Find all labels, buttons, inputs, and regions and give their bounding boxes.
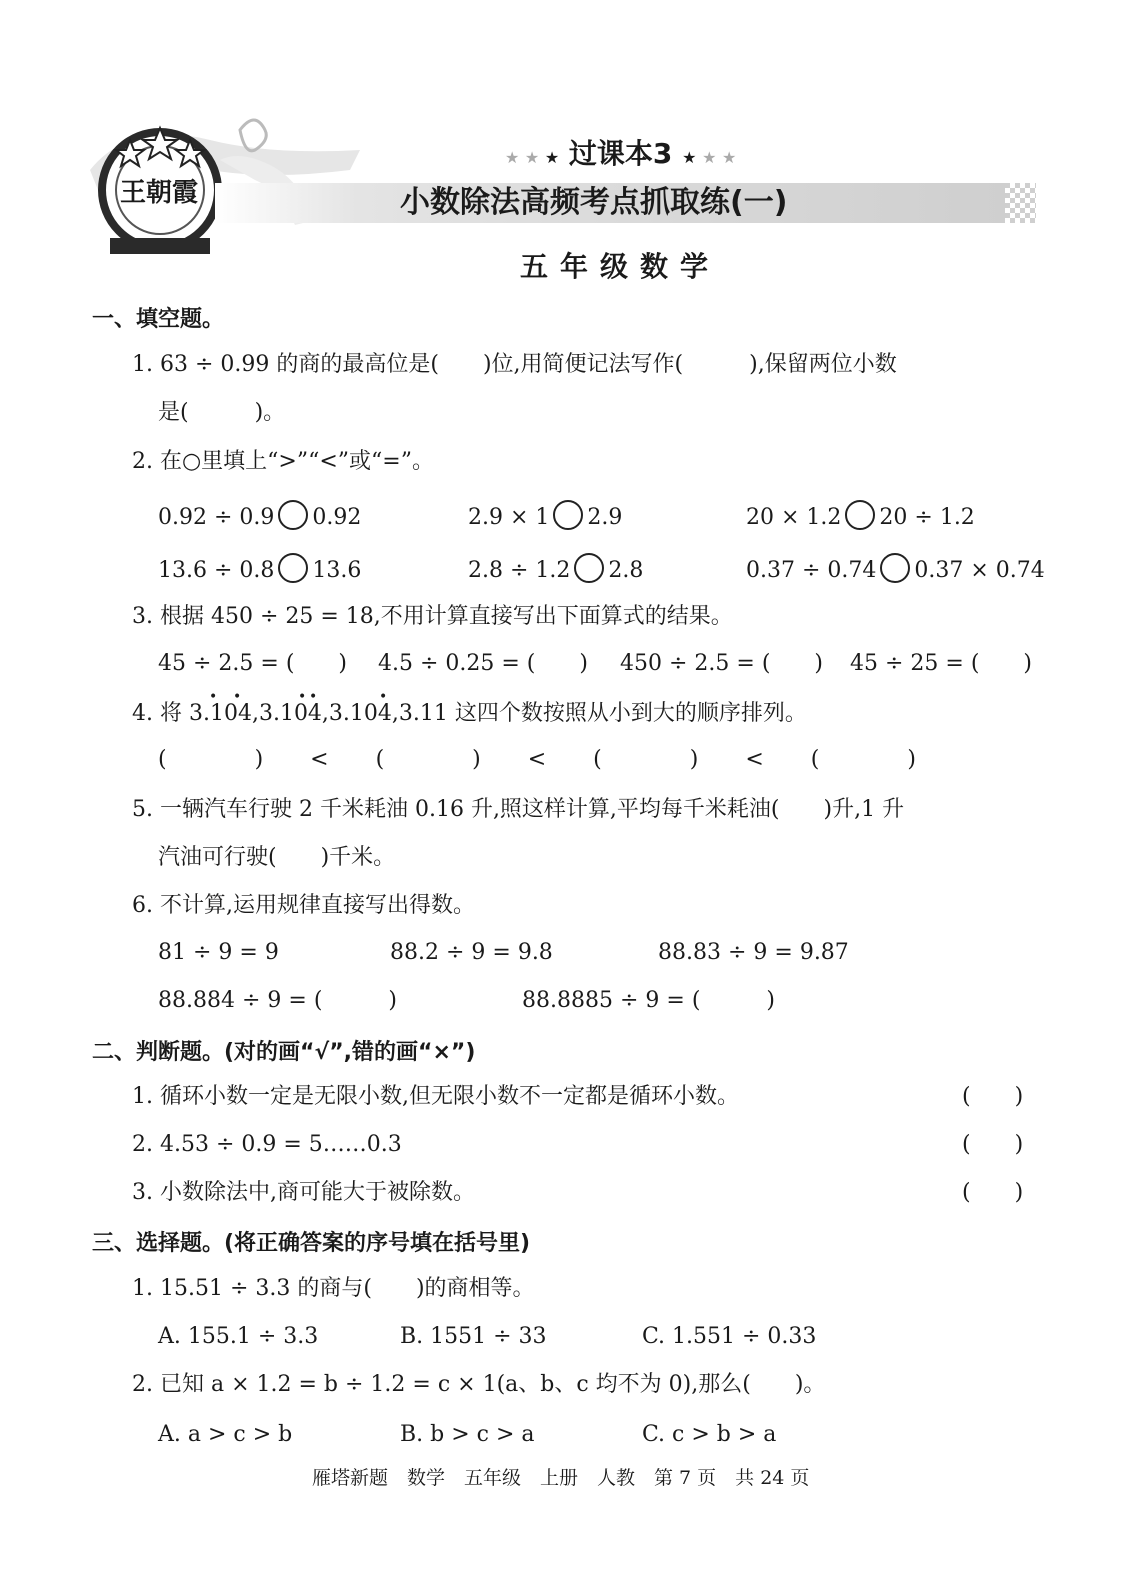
fill-q5-line1: 5. 一辆汽车行驶 2 千米耗油 0.16 升,照这样计算,平均每千米耗油( )升,1 升 [132, 797, 905, 822]
judge-answer-blank[interactable]: ( ) [962, 1084, 1024, 1109]
fill-q6-item: 88.884 ÷ 9 = ( ) [158, 988, 397, 1013]
page-title: 小数除法高频考点抓取练(一) [400, 185, 788, 220]
page-footer: 雁塔新题 数学 五年级 上册 人教 第 7 页 共 24 页 [312, 1467, 810, 1489]
choice-option: C. 1.551 ÷ 0.33 [642, 1324, 817, 1349]
compare-item: 13.6 ÷ 0.8 13.6 [158, 553, 361, 586]
fill-q4: 4. 将 3.104,3.104,3.104,3.11 这四个数按照从小到大的顺序排列。 [132, 701, 807, 726]
fill-q6-item: 88.83 ÷ 9 = 9.87 [658, 940, 849, 965]
logo-text: 王朝霞 [120, 178, 199, 208]
choice-q2: 2. 已知 a × 1.2 = b ÷ 1.2 = c × 1(a、b、c 均不为 0),那么( )。 [132, 1372, 826, 1397]
fill-q4-blank: ( ) < ( ) < ( ) < ( ) [158, 747, 916, 772]
fill-q3-item: 450 ÷ 2.5 = ( ) [620, 651, 823, 676]
title-band-pattern [1000, 183, 1036, 223]
judge-answer-blank[interactable]: ( ) [962, 1132, 1024, 1157]
compare-circle-blank[interactable] [845, 500, 875, 530]
page-subtitle: 五年级数学 [520, 250, 721, 283]
fill-q6-item: 88.8885 ÷ 9 = ( ) [522, 988, 775, 1013]
section-title-choice: 三、选择题。(将正确答案的序号填在括号里) [92, 1231, 531, 1256]
section-title-fill: 一、填空题。 [92, 307, 225, 332]
series-label [505, 132, 736, 172]
compare-item: 0.92 ÷ 0.9 0.92 [158, 500, 361, 533]
fill-q3-item: 45 ÷ 2.5 = ( ) [158, 651, 347, 676]
choice-q1: 1. 15.51 ÷ 3.3 的商与( )的商相等。 [132, 1276, 535, 1301]
compare-item: 2.9 × 1 2.9 [468, 500, 622, 533]
series-label-text: 过课本3 [568, 137, 673, 170]
choice-option: C. c > b > a [642, 1422, 777, 1447]
choice-option: A. 155.1 ÷ 3.3 [158, 1324, 319, 1349]
judge-item: 2. 4.53 ÷ 0.9 = 5……0.3 [132, 1132, 402, 1157]
repeat-dot-mark: • [309, 689, 318, 705]
fill-q1-line2: 是( )。 [158, 400, 286, 425]
compare-item: 20 × 1.2 20 ÷ 1.2 [746, 500, 975, 533]
fill-q3-item: 45 ÷ 25 = ( ) [850, 651, 1032, 676]
compare-circle-blank[interactable] [278, 553, 308, 583]
repeat-dot-mark: • [209, 689, 218, 705]
fill-q5-line2: 汽油可行驶( )千米。 [158, 845, 396, 870]
repeat-dot-mark: • [233, 689, 242, 705]
compare-item: 2.8 ÷ 1.2 2.8 [468, 553, 643, 586]
fill-q3-item: 4.5 ÷ 0.25 = ( ) [378, 651, 588, 676]
compare-circle-blank[interactable] [880, 553, 910, 583]
fill-q6-item: 81 ÷ 9 = 9 [158, 940, 279, 965]
compare-circle-blank[interactable] [574, 553, 604, 583]
compare-circle-blank[interactable] [278, 500, 308, 530]
judge-item: 3. 小数除法中,商可能大于被除数。 [132, 1180, 475, 1205]
fill-q6: 6. 不计算,运用规律直接写出得数。 [132, 893, 475, 918]
judge-item: 1. 循环小数一定是无限小数,但无限小数不一定都是循环小数。 [132, 1084, 739, 1109]
compare-circle-blank[interactable] [553, 500, 583, 530]
section-title-judge: 二、判断题。(对的画“√”,错的画“×”) [92, 1040, 476, 1065]
fill-q2: 2. 在○里填上“>”“<”或“=”。 [132, 449, 434, 474]
choice-option: B. 1551 ÷ 33 [400, 1324, 547, 1349]
star-icon-right-dark: ★ [682, 148, 697, 167]
choice-option: A. a > c > b [158, 1422, 293, 1447]
repeat-dot-mark: • [298, 689, 307, 705]
star-icon-left-dark: ★ [544, 148, 560, 167]
star-icon-left: ★ ★ [505, 148, 545, 167]
star-icon-right: ★ ★ [696, 148, 737, 167]
fill-q1-line1: 1. 63 ÷ 0.99 的商的最高位是( )位,用简便记法写作( ),保留两位小数 [132, 352, 897, 377]
choice-option: B. b > c > a [400, 1422, 535, 1447]
repeat-dot-mark: • [379, 689, 388, 705]
judge-answer-blank[interactable]: ( ) [962, 1180, 1024, 1205]
fill-q3: 3. 根据 450 ÷ 25 = 18,不用计算直接写出下面算式的结果。 [132, 604, 733, 629]
compare-item: 0.37 ÷ 0.74 0.37 × 0.74 [746, 553, 1045, 586]
fill-q6-item: 88.2 ÷ 9 = 9.8 [390, 940, 553, 965]
